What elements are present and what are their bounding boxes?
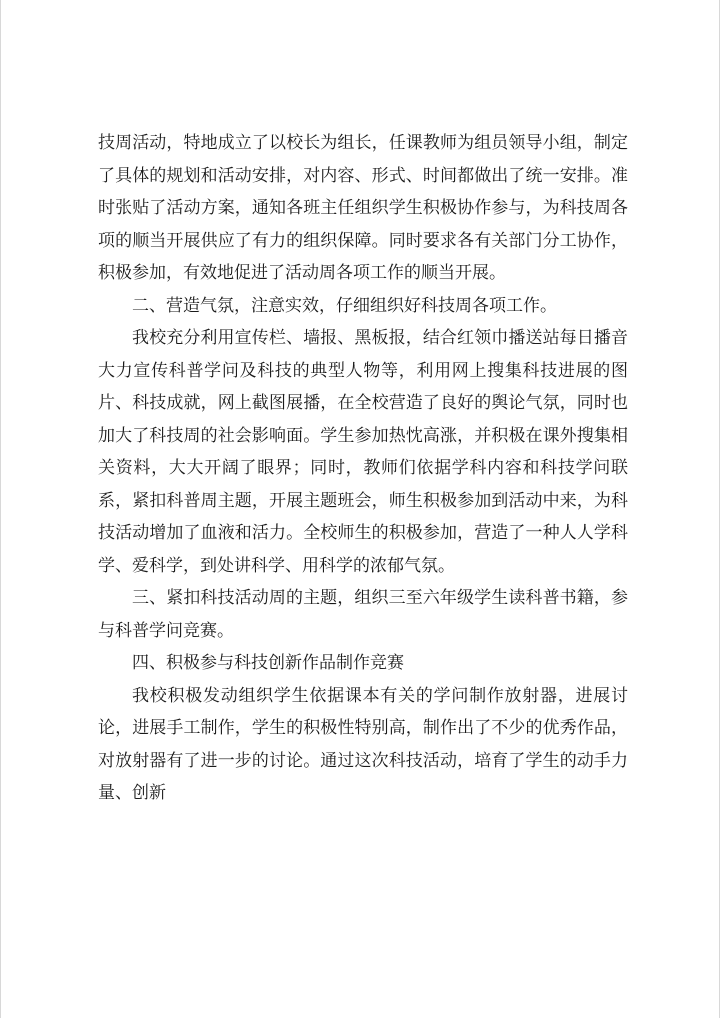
document-body [98,127,628,810]
paragraph-continuation: 技周活动，特地成立了以校长为组长，任课教师为组员领导小组，制定了具体的规划和活动安排，对内容、形式、时间都做出了统一安排。准时张贴了活动方案，通知各班主任组织学生积极协作参与，为科技周各项的顺当开展供应了有力的组织保障。同时要求各有关部门分工协作，积极参加，有效地促进了活动周各项工作的顺当开展。 [98,133,628,283]
paragraph-innovation: 我校积极发动组织学生依据课本有关的学问制作放射器，进展讨论，进展手工制作，学生的积极性特别高，制作出了不少的优秀作品，对放射器有了进一步的讨论。通过这次科技活动，培育了学生的动手力量、创新 [98,685,628,803]
section-heading-4: 四、积极参与科技创新作品制作竞赛 [132,653,404,673]
section-heading-3: 三、紧扣科技活动周的主题，组织三至六年级学生读科普书籍，参与科普学问竞赛。 [98,588,628,641]
paragraph-publicity: 我校充分利用宣传栏、墙报、黑板报，结合红领巾播送站每日播音大力宣传科普学问及科技的典型人物等，利用网上搜集科技进展的图片、科技成就，网上截图展播，在全校营造了良好的舆论气氛，同时也加大了科技周的社会影响面。学生参加热忱高涨，并积极在课外搜集相关资料，大大开阔了眼界；同时，教师们依据学科内容和科技学问联系，紧扣科普周主题，开展主题班会，师生积极参加到活动中来，为科技活动增加了血液和活力。全校师生的积极参加，营造了一种人人学科学、爱科学，到处讲科学、用科学的浓郁气氛。 [98,328,628,576]
section-heading-2: 二、营造气氛，注意实效，仔细组织好科技周各项工作。 [132,295,557,316]
